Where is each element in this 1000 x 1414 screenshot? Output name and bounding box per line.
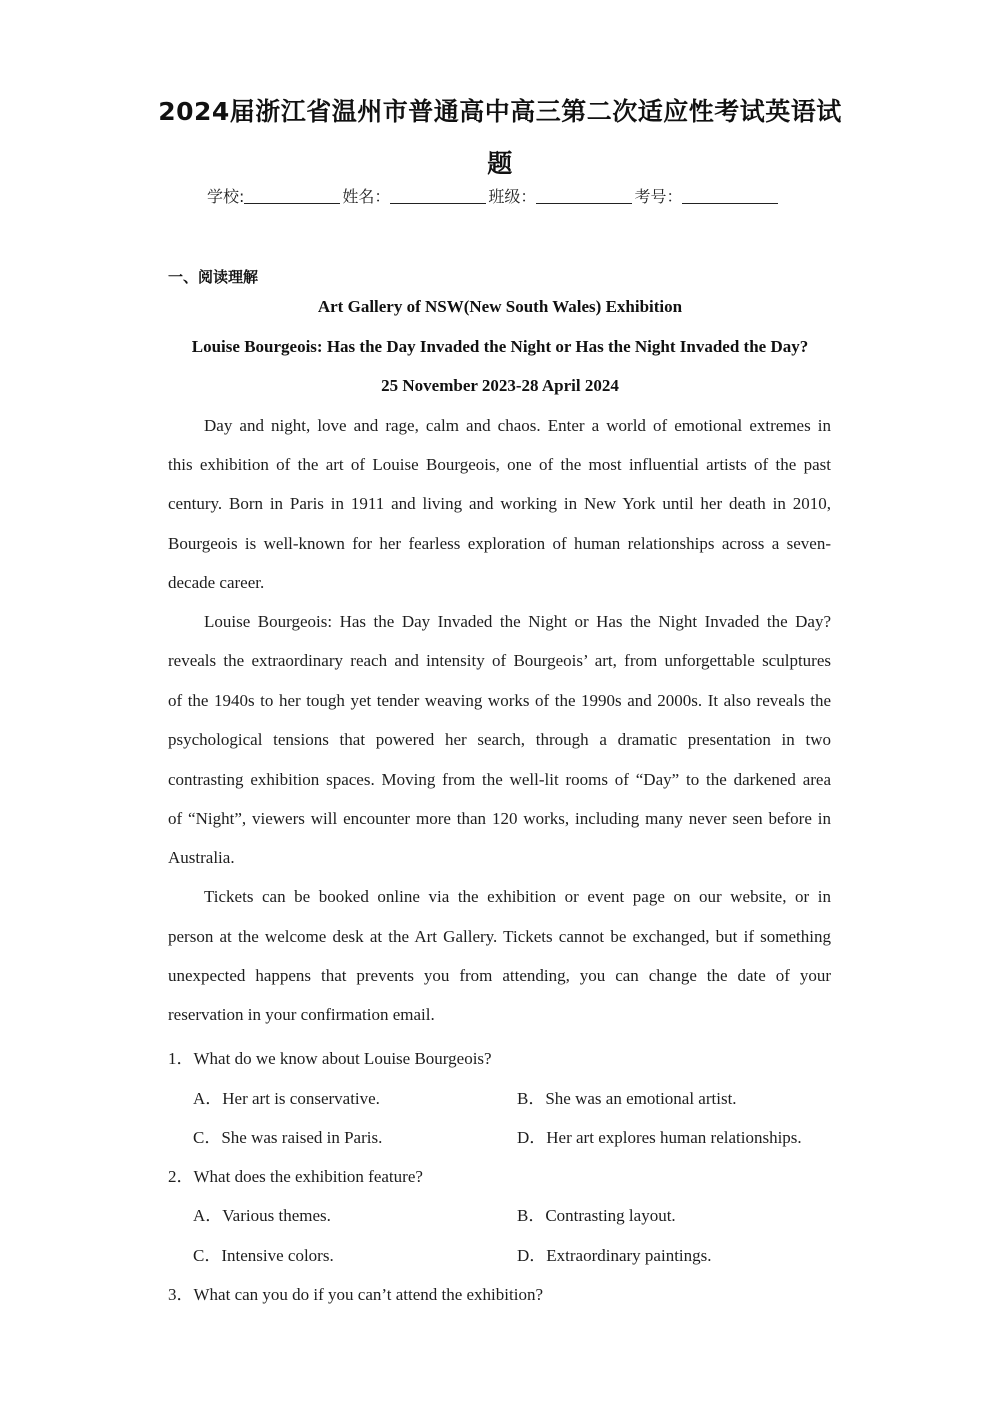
passage-heading-dates: 25 November 2023-28 April 2024 xyxy=(381,376,619,395)
class-blank xyxy=(536,187,632,204)
exam-title-line-2: 题 xyxy=(487,149,513,178)
exam-title-line-1: 2024届浙江省温州市普通高中高三第二次适应性考试英语试 xyxy=(158,97,842,126)
paragraph-line: person at the welcome desk at the Art Gallery. Tickets cannot be exchanged, but if something xyxy=(168,927,831,946)
paragraph-line: reveals the extraordinary reach and intensity of Bourgeois’ art, from unforgettable sculptures xyxy=(168,651,831,670)
question-stem: 1．What do we know about Louise Bourgeois? xyxy=(168,1049,492,1068)
school-blank xyxy=(244,187,340,204)
option-a: A．Various themes. xyxy=(193,1206,331,1225)
option-d: D．Her art explores human relationships. xyxy=(517,1128,802,1147)
option-a: A．Her art is conservative. xyxy=(193,1089,380,1108)
paragraph-line: this exhibition of the art of Louise Bourgeois, one of the most influential artists of the past xyxy=(168,455,831,474)
paragraph-line: Bourgeois is well-known for her fearless exploration of human relationships across a seven- xyxy=(168,534,831,553)
question-stem: 3．What can you do if you can’t attend the exhibition? xyxy=(168,1285,543,1304)
option-c: C．Intensive colors. xyxy=(193,1246,334,1265)
passage-heading-exhibition: Louise Bourgeois: Has the Day Invaded the Night or Has the Night Invaded the Day? xyxy=(191,337,809,356)
name-blank xyxy=(390,187,486,204)
exam-number-blank xyxy=(682,187,778,204)
paragraph-line: Tickets can be booked online via the exhibition or event page on our website, or in xyxy=(204,887,831,906)
exam-number-label: 考号： xyxy=(634,187,683,206)
paragraph-line: unexpected happens that prevents you from attending, you can change the date of your xyxy=(168,966,831,985)
option-c: C．She was raised in Paris. xyxy=(193,1128,383,1147)
section-label: 一、阅读理解 xyxy=(168,268,259,286)
paragraph-line: reservation in your confirmation email. xyxy=(168,1005,435,1024)
student-info-row xyxy=(207,184,780,207)
class-label: 班级： xyxy=(488,187,537,206)
school-label: 学校: xyxy=(207,187,245,206)
paragraph-line: century. Born in Paris in 1911 and living and working in New York until her death in 2010, xyxy=(168,494,831,513)
paragraph-line: decade career. xyxy=(168,573,265,592)
paragraph-line: psychological tensions that powered her search, through a dramatic presentation in two xyxy=(168,730,831,749)
question-stem: 2．What does the exhibition feature? xyxy=(168,1167,423,1186)
passage-heading-gallery: Art Gallery of NSW(New South Wales) Exhibition xyxy=(317,297,683,316)
paragraph-line: Australia. xyxy=(168,848,235,867)
paragraph-line: Day and night, love and rage, calm and chaos. Enter a world of emotional extremes in xyxy=(204,416,831,435)
paragraph-line: Louise Bourgeois: Has the Day Invaded the Night or Has the Night Invaded the Day? xyxy=(204,612,831,631)
option-d: D．Extraordinary paintings. xyxy=(517,1246,712,1265)
paragraph-line: of “Night”, viewers will encounter more than 120 works, including many never seen before in xyxy=(168,809,831,828)
paragraph-line: contrasting exhibition spaces. Moving from the well-lit rooms of “Day” to the darkened area xyxy=(168,770,831,789)
option-b: B．She was an emotional artist. xyxy=(517,1089,737,1108)
option-b: B．Contrasting layout. xyxy=(517,1206,676,1225)
paragraph-line: of the 1940s to her tough yet tender weaving works of the 1990s and 2000s. It also reveals the xyxy=(168,691,831,710)
name-label: 姓名： xyxy=(342,187,391,206)
